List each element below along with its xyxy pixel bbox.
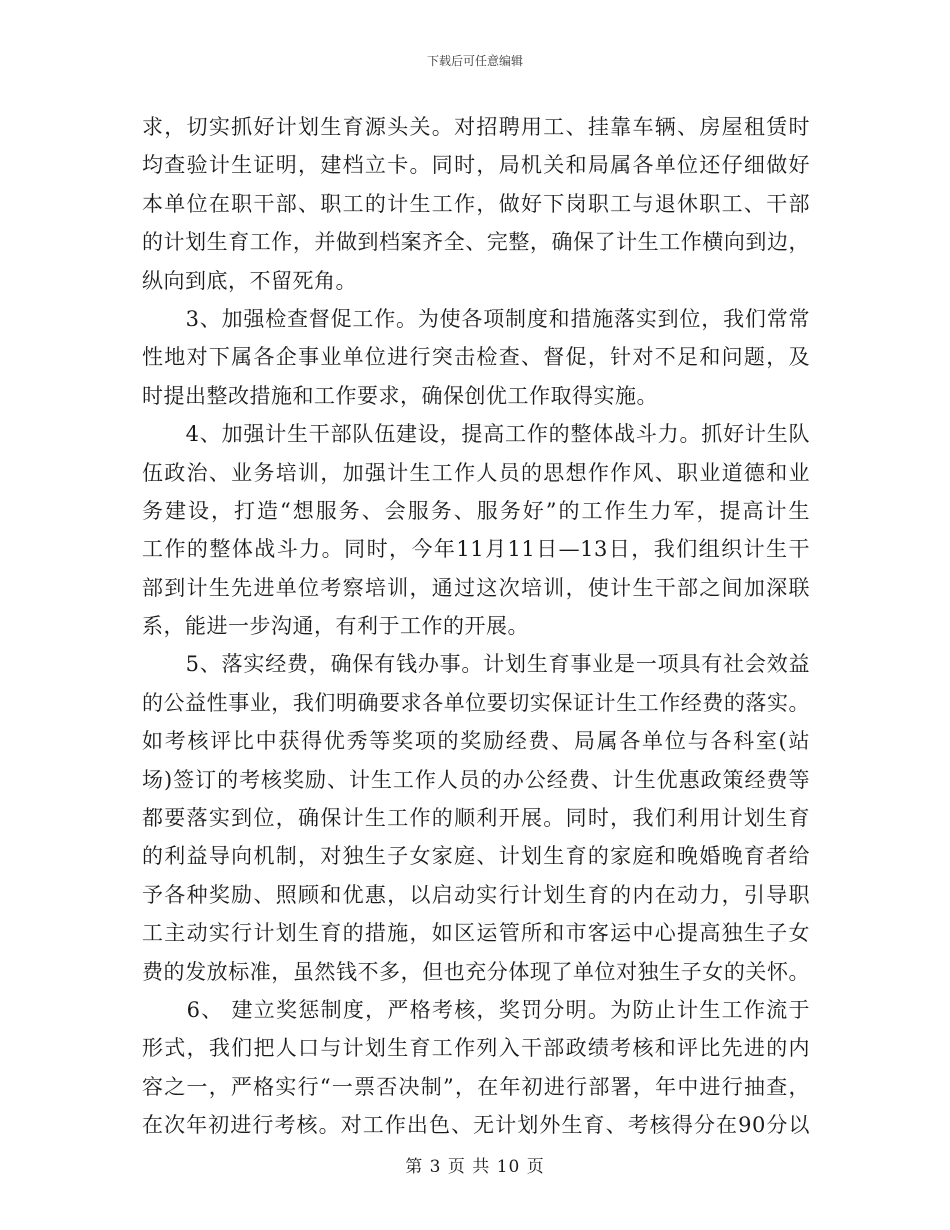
text-line: 费的发放标准，虽然钱不多，但也充分体现了单位对独生子女的关怀。 (142, 959, 810, 984)
text-line: 均查验计生证明，建档立卡。同时，局机关和局属各单位还仔细做好 (142, 153, 810, 178)
text-line: 6、 建立奖惩制度，严格考核，奖罚分明。为防止计生工作流于 (142, 997, 810, 1022)
text-line: 求，切实抓好计划生育源头关。对招聘用工、挂靠车辆、房屋租赁时 (142, 115, 810, 139)
text-line: 工主动实行计划生育的措施，如区运管所和市客运中心提高独生子女 (142, 921, 810, 946)
text-line: 务建设，打造“想服务、会服务、服务好”的工作生力军，提高计生 (142, 498, 810, 523)
text-line: 5、落实经费，确保有钱办事。计划生育事业是一项具有社会效益 (142, 652, 810, 677)
text-line: 工作的整体战斗力。同时，今年11月11日—13日，我们组织计生干 (142, 537, 810, 562)
text-line: 纵向到底，不留死角。 (142, 268, 357, 293)
text-line: 予各种奖励、照顾和优惠，以启动实行计划生育的内在动力，引导职 (142, 882, 810, 907)
text-line: 3、加强检查督促工作。为使各项制度和措施落实到位，我们常常 (142, 306, 810, 331)
text-line: 伍政治、业务培训，加强计生工作人员的思想作作风、职业道德和业 (142, 460, 810, 485)
text-line: 4、加强计生干部队伍建设，提高工作的整体战斗力。抓好计生队 (142, 422, 810, 447)
document-body (142, 108, 810, 1145)
text-line: 本单位在职干部、职工的计生工作，做好下岗职工与退休职工、干部 (142, 191, 810, 216)
text-line: 部到计生先进单位考察培训，通过这次培训，使计生干部之间加深联 (142, 575, 810, 600)
page-number: 第 3 页 共 10 页 (405, 1157, 545, 1177)
page-header-note: 下载后可任意编辑 (426, 54, 523, 68)
text-line: 场)签订的考核奖励、计生工作人员的办公经费、计生优惠政策经费等 (142, 767, 810, 792)
text-line: 都要落实到位，确保计生工作的顺利开展。同时，我们利用计划生育 (142, 806, 810, 831)
text-line: 的计划生育工作，并做到档案齐全、完整，确保了计生工作横向到边， (142, 230, 810, 255)
text-line: 容之一，严格实行“一票否决制”，在年初进行部署，年中进行抽查， (142, 1074, 810, 1099)
text-line: 的公益性事业，我们明确要求各单位要切实保证计生工作经费的落实。 (142, 690, 810, 715)
text-line: 系，能进一步沟通，有利于工作的开展。 (142, 614, 529, 639)
text-line: 的利益导向机制，对独生子女家庭、计划生育的家庭和晚婚晚育者给 (142, 844, 810, 869)
text-line: 时提出整改措施和工作要求，确保创优工作取得实施。 (142, 383, 658, 408)
text-line: 形式，我们把人口与计划生育工作列入干部政绩考核和评比先进的内 (142, 1036, 810, 1061)
text-line: 如考核评比中获得优秀等奖项的奖励经费、局属各单位与各科室(站 (142, 729, 810, 754)
text-line: 在次年初进行考核。对工作出色、无计划外生育、考核得分在90分以 (142, 1113, 810, 1138)
text-line: 性地对下属各企事业单位进行突击检查、督促，针对不足和问题，及 (142, 345, 810, 370)
